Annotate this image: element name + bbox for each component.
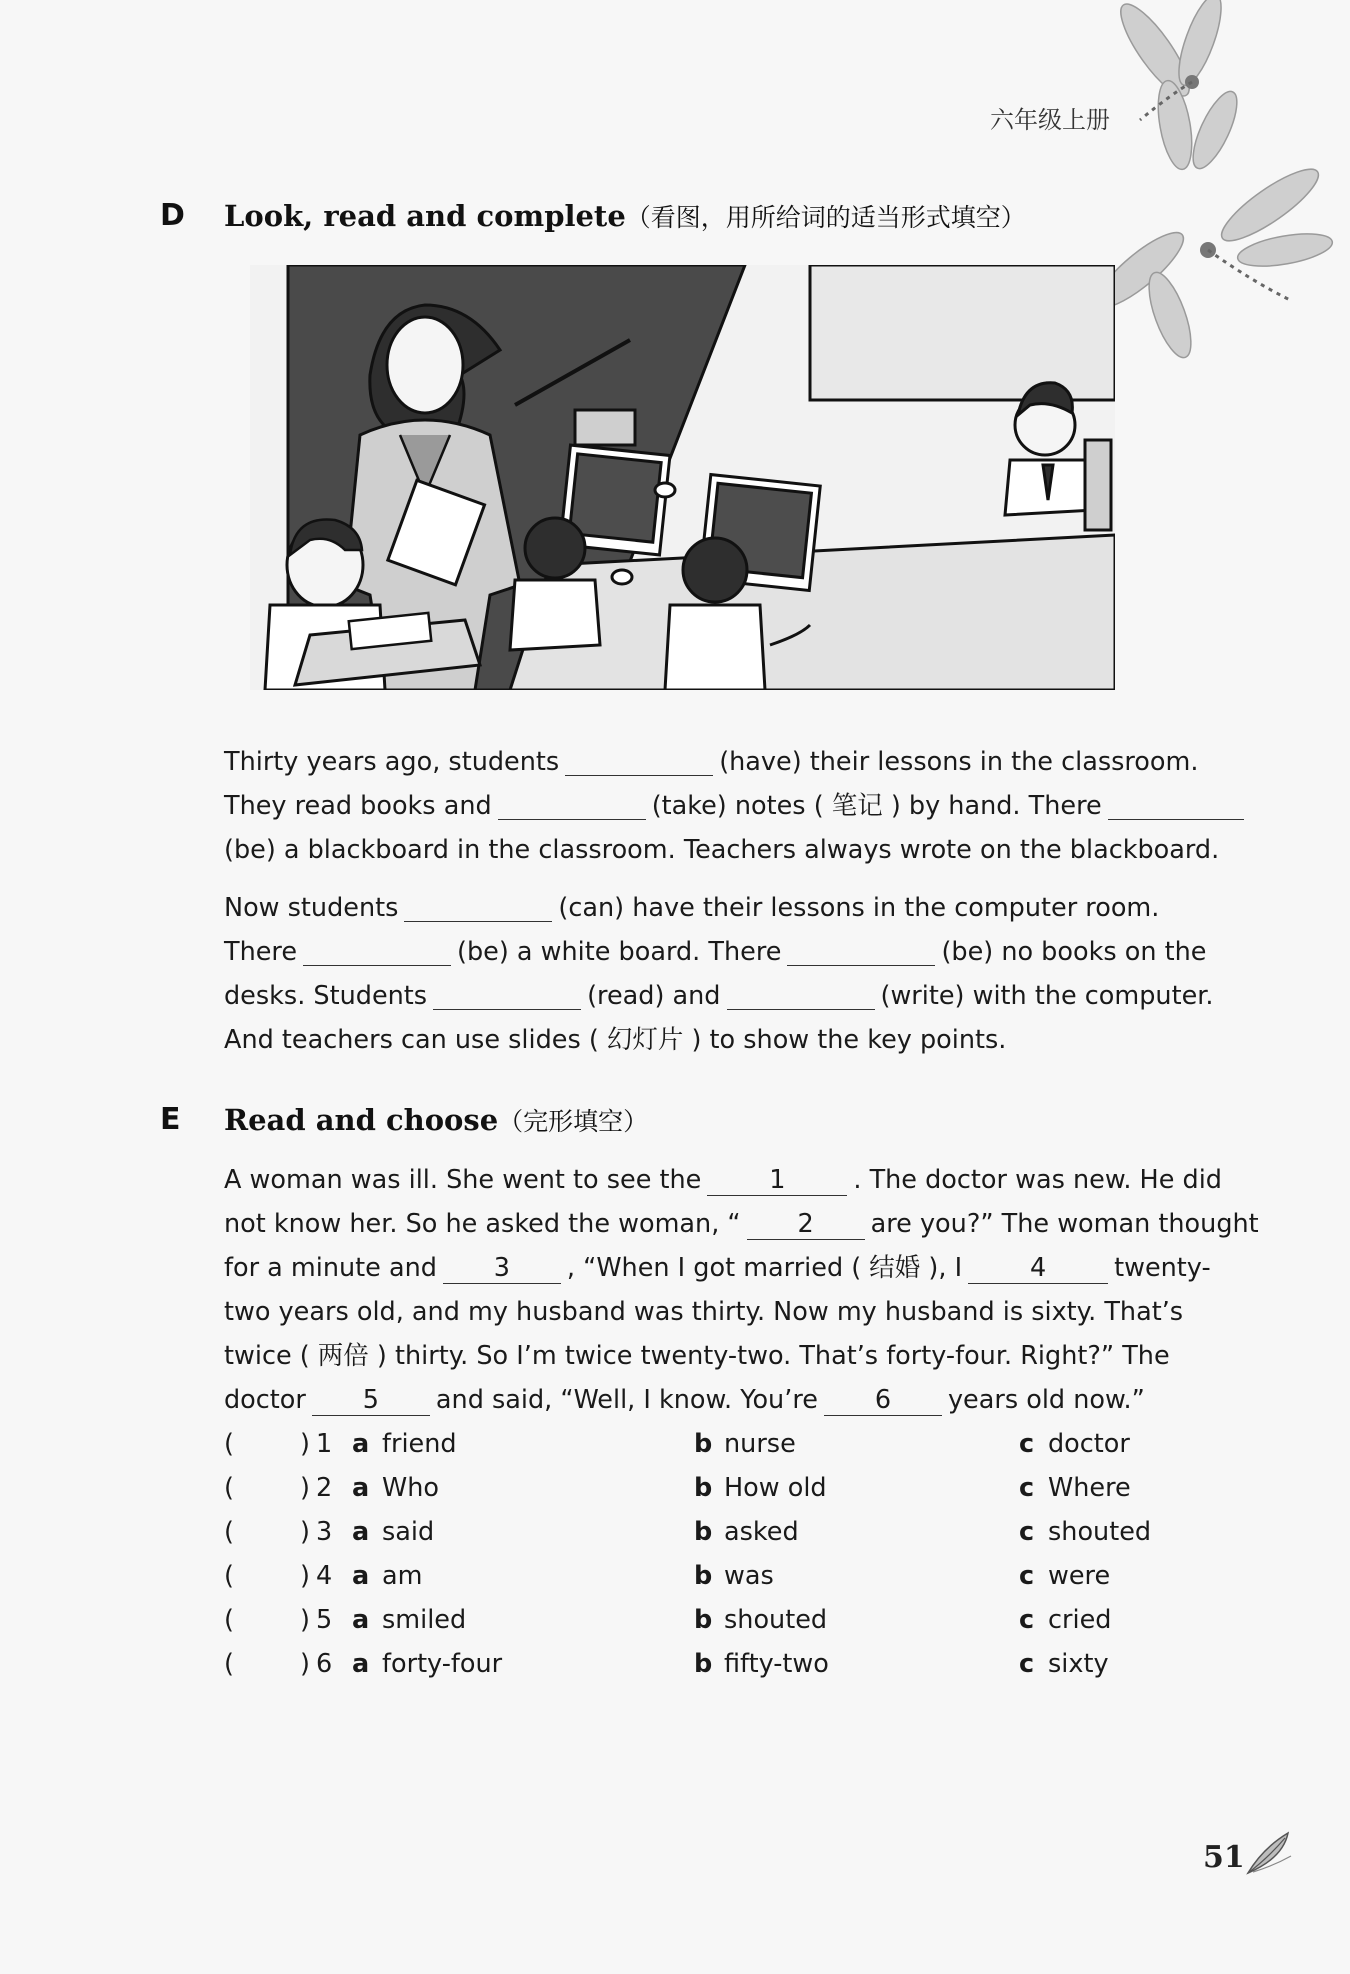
option-b-letter: b [694,1517,713,1547]
page-number: 51 [1203,1840,1245,1875]
text-segment: (be) a blackboard in the classroom. Teachers always wrote on the blackboard. [224,835,1220,865]
answer-paren-open[interactable]: ( [224,1517,234,1547]
option-a-text[interactable]: smiled [382,1605,467,1635]
option-b-letter: b [694,1429,713,1459]
text-segment: Thirty years ago, students [224,747,560,777]
option-b-text[interactable]: fifty-two [724,1649,829,1679]
answer-paren-close: ) [300,1561,310,1591]
option-c-text[interactable]: were [1048,1561,1111,1591]
text-segment: (be) a white board. There [457,937,782,967]
answer-paren-close: ) [300,1473,310,1503]
text-segment: (can) have their lessons in the computer room. [558,893,1160,923]
answer-paren-close: ) [300,1429,310,1459]
grade-label: 六年级上册 [990,106,1110,134]
option-c-letter: c [1019,1605,1035,1635]
text-segment: doctor [224,1385,306,1415]
numbered-blank[interactable]: 1 [707,1165,847,1196]
option-a-text[interactable]: forty-four [382,1649,503,1679]
question-number: 2 [316,1473,333,1503]
text-segment: two years old, and my husband was thirty. Now my husband is sixty. That’s [224,1297,1184,1327]
section-d-title-cn: （看图，用所给词的适当形式填空） [625,203,1026,232]
question-row [224,1642,1224,1686]
answer-paren-open[interactable]: ( [224,1473,234,1503]
answer-blank[interactable] [565,747,713,776]
question-row [224,1422,1224,1466]
answer-paren-close: ) [300,1605,310,1635]
option-c-letter: c [1019,1429,1035,1459]
text-segment: (take) notes ( 笔记 ) by hand. There [651,791,1102,821]
text-line [224,784,1214,828]
numbered-blank[interactable]: 2 [747,1209,865,1240]
section-e-passage [224,1158,1259,1422]
leaf-icon [1243,1828,1293,1878]
option-a-text[interactable]: am [382,1561,423,1591]
text-line [224,930,1214,974]
option-a-letter: a [352,1649,370,1679]
section-e-title-cn: （完形填空） [498,1107,649,1136]
text-segment: Now students [224,893,399,923]
section-e-title [224,1102,648,1138]
text-segment: A woman was ill. She went to see the [224,1165,702,1195]
option-a-letter: a [352,1605,370,1635]
section-d-title-en: Look, read and complete [224,199,626,233]
section-e-letter: E [160,1102,181,1137]
text-segment: , “When I got married ( 结婚 ), I [566,1253,963,1283]
question-number: 4 [316,1561,333,1591]
numbered-blank[interactable]: 3 [443,1253,561,1284]
option-c-letter: c [1019,1517,1035,1547]
numbered-blank[interactable]: 6 [824,1385,942,1416]
option-b-text[interactable]: How old [724,1473,827,1503]
option-c-letter: c [1019,1649,1035,1679]
text-line [224,1290,1214,1334]
question-number: 1 [316,1429,333,1459]
dragonfly-icon [1100,0,1350,380]
answer-blank[interactable] [433,981,581,1010]
answer-paren-open[interactable]: ( [224,1561,234,1591]
option-c-text[interactable]: cried [1048,1605,1112,1635]
text-segment: desks. Students [224,981,428,1011]
question-row [224,1510,1224,1554]
section-d-paragraph-2 [224,886,1214,1062]
option-a-text[interactable]: Who [382,1473,439,1503]
option-b-text[interactable]: asked [724,1517,799,1547]
option-b-letter: b [694,1605,713,1635]
answer-paren-close: ) [300,1517,310,1547]
answer-paren-close: ) [300,1649,310,1679]
answer-paren-open[interactable]: ( [224,1429,234,1459]
text-segment: They read books and [224,791,492,821]
option-c-text[interactable]: doctor [1048,1429,1130,1459]
text-segment: for a minute and [224,1253,437,1283]
text-segment: There [224,937,298,967]
option-b-letter: b [694,1649,713,1679]
text-segment: twice ( 两倍 ) thirty. So I’m twice twenty-two. That’s forty-four. Right?” The [224,1341,1170,1371]
text-line [224,1158,1222,1202]
question-row [224,1598,1224,1642]
answer-paren-open[interactable]: ( [224,1605,234,1635]
answer-blank[interactable] [404,893,552,922]
section-d-title [224,198,1026,234]
option-a-letter: a [352,1429,370,1459]
classroom-illustration [250,265,1115,690]
option-b-text[interactable]: was [724,1561,774,1591]
text-segment: not know her. So he asked the woman, “ [224,1209,741,1239]
option-b-text[interactable]: shouted [724,1605,828,1635]
text-segment: twenty- [1114,1253,1211,1283]
text-segment: are you?” The woman thought [870,1209,1259,1239]
text-segment: (write) with the computer. [880,981,1214,1011]
question-row [224,1466,1224,1510]
answer-paren-open[interactable]: ( [224,1649,234,1679]
question-number: 3 [316,1517,333,1547]
answer-blank[interactable] [498,791,646,820]
option-c-letter: c [1019,1473,1035,1503]
section-d-paragraph-1 [224,740,1220,872]
text-line [224,1018,1214,1062]
text-line [224,886,1214,930]
option-a-letter: a [352,1561,370,1591]
numbered-blank[interactable]: 4 [968,1253,1108,1284]
question-number: 5 [316,1605,333,1635]
text-line [224,1202,1259,1246]
option-c-text[interactable]: Where [1048,1473,1131,1503]
text-line [224,740,1214,784]
text-segment: (read) and [587,981,721,1011]
option-a-text[interactable]: friend [382,1429,457,1459]
option-a-letter: a [352,1473,370,1503]
section-d-letter: D [160,198,185,233]
answer-blank[interactable] [727,981,875,1010]
text-line [224,828,1220,872]
option-c-letter: c [1019,1561,1035,1591]
text-line [224,1246,1214,1290]
question-number: 6 [316,1649,333,1679]
text-segment: and said, “Well, I know. You’re [435,1385,818,1415]
answer-blank[interactable] [303,937,451,966]
text-segment: years old now.” [947,1385,1145,1415]
answer-blank[interactable] [787,937,935,966]
text-line [224,1378,1214,1422]
option-b-letter: b [694,1473,713,1503]
text-segment: (be) no books on the [941,937,1207,967]
option-a-text[interactable]: said [382,1517,435,1547]
option-c-text[interactable]: sixty [1048,1649,1109,1679]
question-row [224,1554,1224,1598]
whiteboard [810,265,1115,400]
numbered-blank[interactable]: 5 [312,1385,430,1416]
text-segment: And teachers can use slides ( 幻灯片 ) to show the key points. [224,1025,1007,1055]
section-e-title-en: Read and choose [224,1103,499,1137]
text-line [224,1334,1214,1378]
option-b-text[interactable]: nurse [724,1429,796,1459]
option-b-letter: b [694,1561,713,1591]
answer-blank[interactable] [1108,791,1244,820]
text-segment: . The doctor was new. He did [853,1165,1222,1195]
option-c-text[interactable]: shouted [1048,1517,1152,1547]
text-segment: (have) their lessons in the classroom. [719,747,1199,777]
text-line [224,974,1214,1018]
option-a-letter: a [352,1517,370,1547]
